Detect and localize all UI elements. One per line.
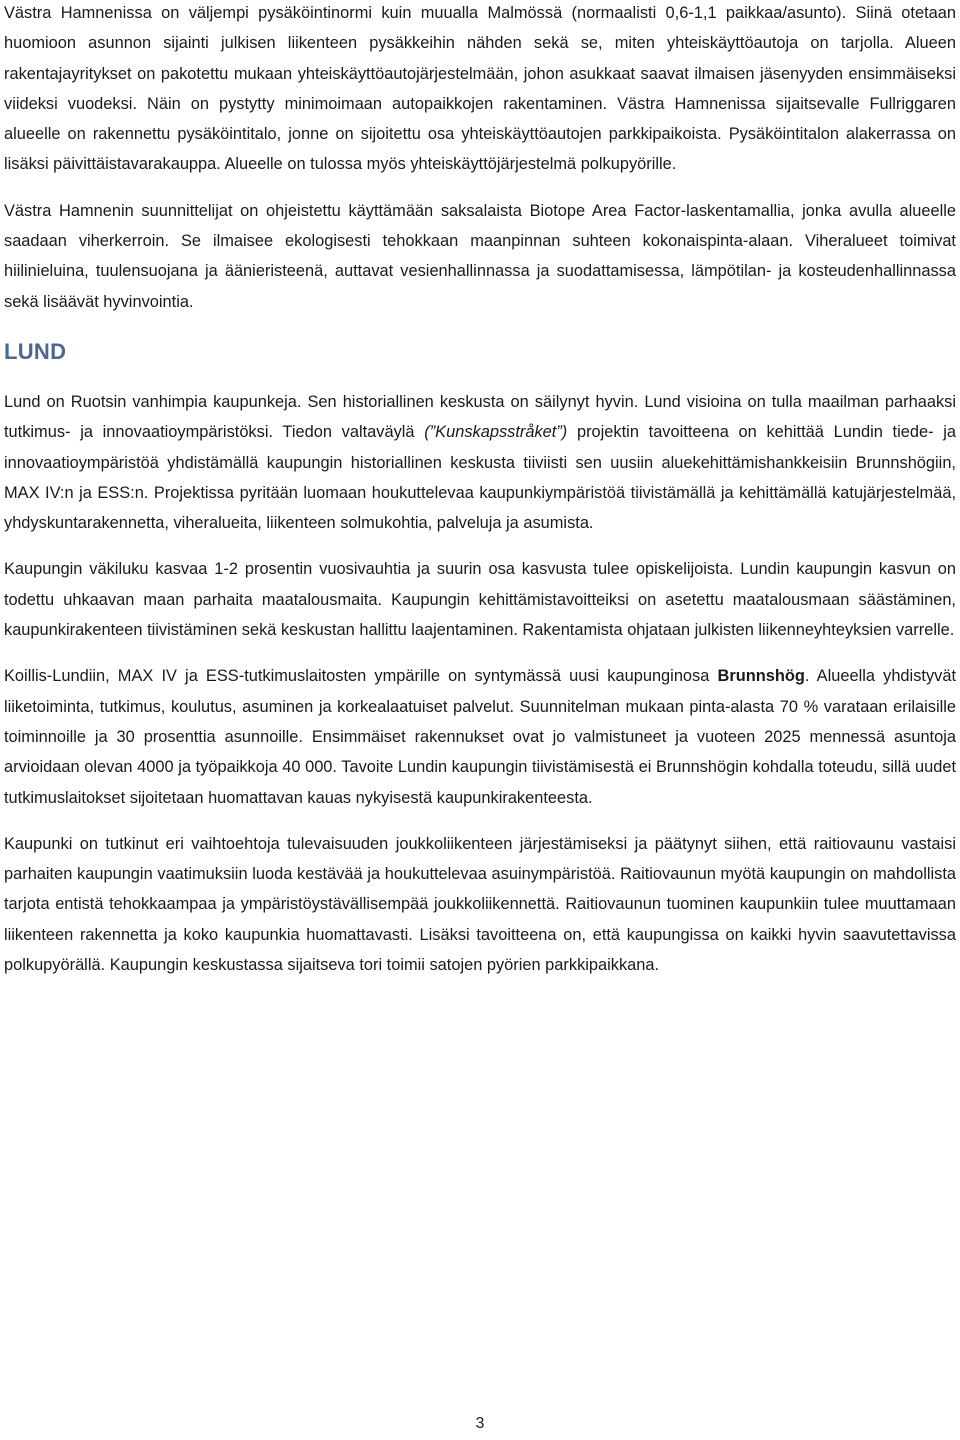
lund-intro-text-1: Lund on Ruotsin vanhimpia kaupunkeja. Sen historiallinen keskusta on säilynyt hyvin. Lund visioina on tulla maailman parhaaksi tutkimus- ja innovaatioympäristöksi. Tiedon valtaväylä xyxy=(4,392,956,442)
brunnshog-text-2: . Alueella yhdistyvät liiketoiminta, tutkimus, koulutus, asuminen ja korkealaatuiset palvelut. Suunnitelman mukaan pinta-alasta 70 % varataan erilaisille toiminnoille ja 30 prosenttia asunnoille. Ensimmäiset rakennukset ovat jo valmistuneet ja vuoteen 2025 mennessä asuntoja arvioidaan olevan 4000 ja työpaikkoja 40 000. Tavoite Lundin kaupungin tiivistämisestä ei Brunnshögin kohdalla toteudu, sillä uudet tutkimuslaitokset sijoitetaan huomattavan kauas nykyisestä kaupunkirakenteesta. xyxy=(4,667,956,807)
brunnshog-text-1: Koillis-Lundiin, MAX IV ja ESS-tutkimuslaitosten ympärille on syntymässä uusi kaupunginosa xyxy=(4,667,718,686)
paragraph-lund-intro xyxy=(4,387,956,538)
paragraph-parking: Västra Hamnenissa on väljempi pysäköintinormi kuin muualla Malmössä (normaalisti 0,6-1,1 paikkaa/asunto). Siinä otetaan huomioon asunnon sijainti julkisen liikenteen pysäkkeihin nähden sekä se, miten yhteiskäyttöautoja on tarjolla. Alueen rakentajayritykset on pakotettu mukaan yhteiskäyttöautojärjestelmään, johon asukkaat saavat ilmaisen jäsenyyden ensimmäiseksi viideksi vuodeksi. Näin on pystytty minimoimaan autopaikkojen rakentaminen. Västra Hamnenissa sijaitsevalle Fullriggaren alueelle on rakennettu pysäköintitalo, jonne on sijoitettu osa yhteiskäyttöautojen parkkipaikoista. Pysäköintitalon alakerrassa on lisäksi päivittäistavarakauppa. Alueelle on tulossa myös yhteiskäyttöjärjestelmä polkupyörille. xyxy=(4,4,956,174)
page-number: 3 xyxy=(475,1415,485,1432)
lund-intro-italic: (”Kunskapsstråket”) xyxy=(424,423,568,442)
brunnshog-bold: Brunnshög xyxy=(717,667,805,686)
paragraph-green-factor: Västra Hamnenin suunnittelijat on ohjeistettu käyttämään saksalaista Biotope Area Factor-laskentamallia, jonka avulla alueelle saadaan viherkerroin. Se ilmaisee ekologisesti tehokkaan maanpinnan suhteen kokonaispinta-alaan. Viheralueet toimivat hiilinieluina, tuulensuojana ja äänieristeenä, auttavat vesienhallinnassa ja suodattamisessa, lämpötilan- ja kosteudenhallinnassa sekä lisäävät hyvinvointia. xyxy=(4,201,956,311)
paragraph-tram: Kaupunki on tutkinut eri vaihtoehtoja tulevaisuuden joukkoliikenteen järjestämiseksi ja päätynyt siihen, että raitiovaunu vastaisi parhaiten kaupungin vaatimuksiin luoda kestävää ja houkuttelevaa asuinympäristöä. Raitiovaunun myötä kaupungin on mahdollista tarjota entistä tehokkaampaa ja ympäristöystävällisempää joukkoliikennettä. Raitiovaunun tuominen kaupunkiin tulee muuttamaan liikenteen rakennetta ja koko kaupunkia huomattavasti. Lisäksi tavoitteena on, että kaupungissa on kaikki hyvin saavutettavissa polkupyörällä. Kaupungin keskustassa sijaitseva tori toimii satojen pyörien parkkipaikkana. xyxy=(4,834,956,975)
lund-intro-text-2: projektin tavoitteena on kehittää Lundin tiede- ja innovaatioympäristöä yhdistämällä kaupungin historiallinen keskusta tiiviisti sen uusiin aluekehittämishankkeisiin Brunnshögiin, MAX IV:n ja ESS:n. Projektissa pyritään luomaan houkuttelevaa kaupunkiympäristöä tiivistämällä ja kehittämällä katujärjestelmää, yhdyskuntarakennetta, viheralueita, liikenteen solmukohtia, palveluja ja asumista. xyxy=(4,423,956,533)
paragraph-brunnshog xyxy=(4,661,956,812)
paragraph-population: Kaupungin väkiluku kasvaa 1-2 prosentin vuosivauhtia ja suurin osa kasvusta tulee opiskelijoista. Lundin kaupungin kasvun on todettu uhkaavan maan parhaita maatalousmaita. Kaupungin kehittämistavoitteiksi on asetettu maatalousmaan säästäminen, kaupunkirakenteen tiivistäminen sekä keskustan hallittu laajentaminen. Rakentamista ohjataan julkisten liikenneyhteyksien varrelle. xyxy=(4,560,956,640)
section-heading-lund: LUND xyxy=(4,338,67,364)
